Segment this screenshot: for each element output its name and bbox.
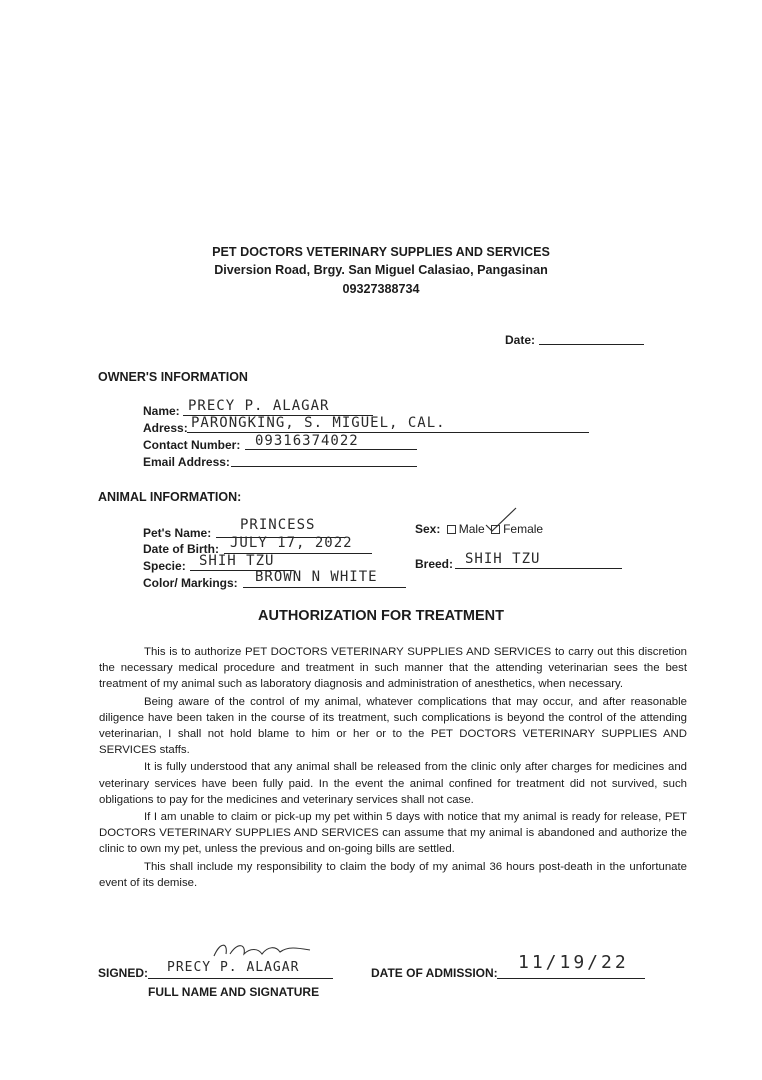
owner-contact-label: Contact Number: xyxy=(143,438,241,452)
authorization-paragraph: It is fully understood that any animal shall be released from the clinic only after charges for medicines and veterinary services have been fully paid. In the event the animal confined for treatment did not survived, such obligations to pay for the medicines and veterinary services shall not case. xyxy=(99,761,687,806)
dob-label: Date of Birth: xyxy=(143,542,219,556)
owner-email-label: Email Address: xyxy=(143,455,230,469)
full-name-signature-label: FULL NAME AND SIGNATURE xyxy=(148,985,320,999)
owner-name-value[interactable]: PRECY P. ALAGAR xyxy=(188,398,330,414)
signature-line xyxy=(148,978,333,979)
male-checkbox[interactable] xyxy=(447,525,456,534)
business-phone: 09327388734 xyxy=(342,282,420,296)
authorization-paragraph: If I am unable to claim or pick-up my pet within 5 days with notice that my animal is ready for release, PET DOCTORS VETERINARY SUPPLIES AND SERVICES can assume that my animal is abandoned and authorize the clinic to own my pet, unless the previous and on-going bills are settled. xyxy=(99,811,687,856)
owner-contact-value[interactable]: 09316374022 xyxy=(255,433,359,449)
date-field-line[interactable] xyxy=(539,344,644,345)
authorization-paragraph: Being aware of the control of my animal, whatever complications that may occur, and after reasonable diligence have been taken in the course of its treatment, such complications is beyond the control of the attending veterinarian, I shall not hold blame to him or her or to the PET DOCTORS VETERINARY SUPPLIES AND SERVICES staffs. xyxy=(99,695,687,757)
animal-section-title: ANIMAL INFORMATION: xyxy=(98,490,242,504)
male-option-label: Male xyxy=(458,522,485,536)
authorization-paragraph: This shall include my responsibility to claim the body of my animal 36 hours post-death in the unfortunate event of its demise. xyxy=(99,860,687,889)
date-of-admission-label: DATE OF ADMISSION: xyxy=(371,966,498,980)
signature-scribble-icon xyxy=(210,938,315,962)
date-label: Date: xyxy=(505,333,536,347)
owner-address-label: Adress: xyxy=(143,421,188,435)
specie-value[interactable]: SHIH TZU xyxy=(199,553,275,569)
authorization-title: AUTHORIZATION FOR TREATMENT xyxy=(258,608,504,624)
business-address: Diversion Road, Brgy. San Miguel Calasiao, Pangasinan xyxy=(214,263,548,277)
authorization-paragraph: This is to authorize PET DOCTORS VETERINARY SUPPLIES AND SERVICES to carry out this discretion the necessary medical procedure and treatment in such manner that the attending veterinarian sees the best treatment of my animal such as laboratory diagnosis and administration of anesthetics, when necessary. xyxy=(99,646,687,691)
color-line xyxy=(243,587,406,588)
authorization-body xyxy=(99,644,687,892)
owner-section-title: OWNER'S INFORMATION xyxy=(98,370,248,384)
signed-name-value[interactable]: PRECY P. ALAGAR xyxy=(167,960,300,975)
color-value[interactable]: BROWN N WHITE xyxy=(255,569,378,585)
business-name: PET DOCTORS VETERINARY SUPPLIES AND SERVICES xyxy=(212,245,550,259)
breed-label: Breed: xyxy=(415,557,454,571)
owner-contact-line xyxy=(245,449,417,450)
signed-label: SIGNED: xyxy=(98,966,149,980)
date-of-admission-value[interactable]: 11/19/22 xyxy=(518,952,629,973)
pet-name-label: Pet's Name: xyxy=(143,526,212,540)
sex-label: Sex: xyxy=(415,522,441,536)
female-check-mark-icon xyxy=(480,505,520,533)
breed-line xyxy=(455,568,622,569)
date-of-admission-line xyxy=(497,978,645,979)
female-option-label: Female xyxy=(503,522,544,536)
pet-name-value[interactable]: PRINCESS xyxy=(240,517,316,533)
owner-address-value[interactable]: PARONGKING, S. MIGUEL, CAL. xyxy=(191,415,446,431)
specie-label: Specie: xyxy=(143,559,186,573)
owner-address-line xyxy=(187,432,589,433)
color-label: Color/ Markings: xyxy=(143,576,238,590)
owner-name-label: Name: xyxy=(143,404,180,418)
breed-value[interactable]: SHIH TZU xyxy=(465,551,541,567)
owner-email-line xyxy=(231,466,417,467)
dob-value[interactable]: JULY 17, 2022 xyxy=(230,535,353,551)
